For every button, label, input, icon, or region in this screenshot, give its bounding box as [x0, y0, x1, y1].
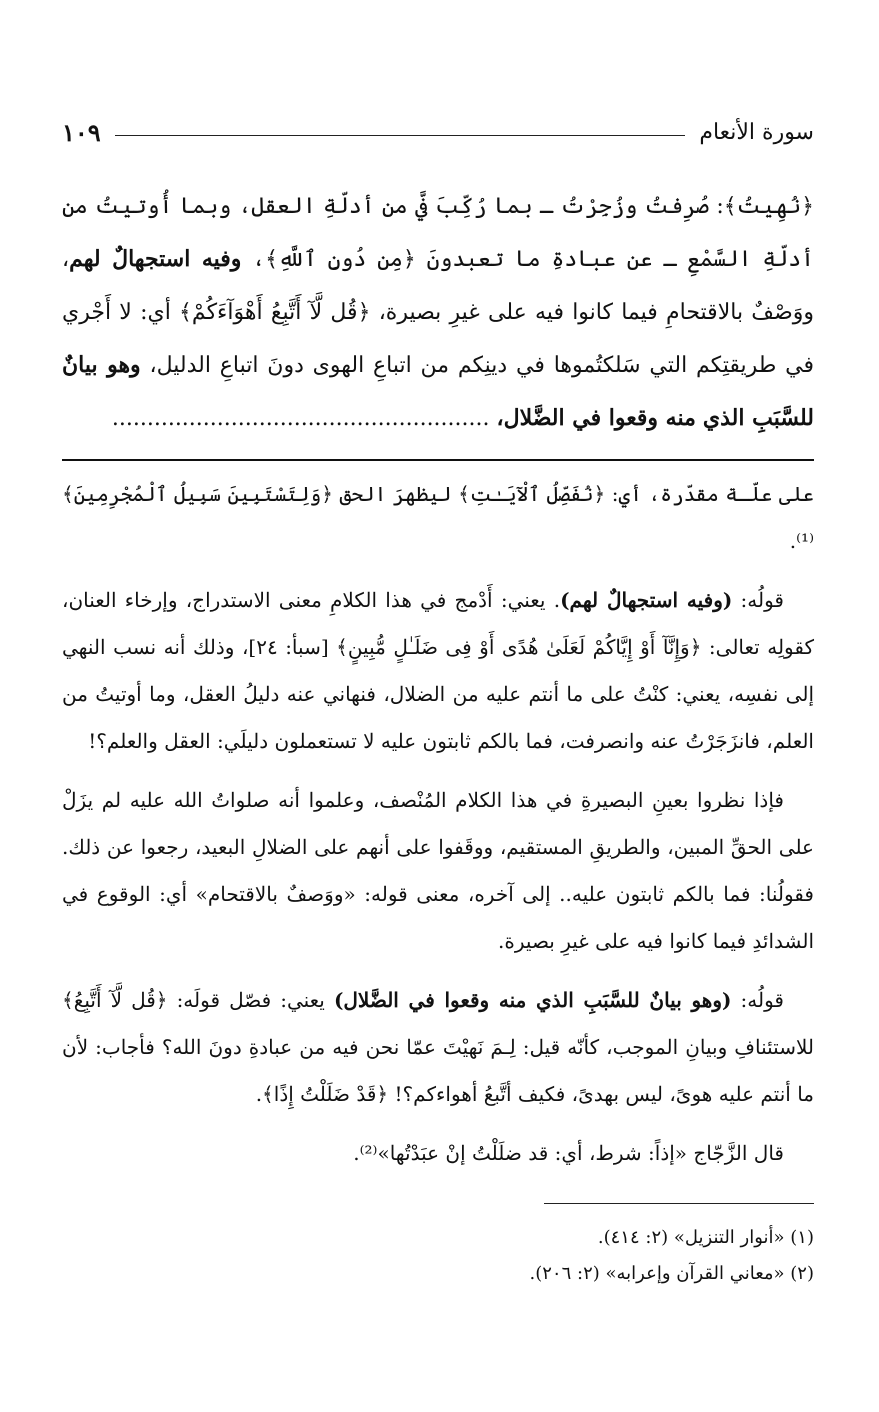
commentary-line-1: [62, 180, 814, 445]
page-header: [62, 112, 814, 152]
page-number: ١٠٩: [62, 117, 101, 147]
gloss-section: [62, 471, 814, 1177]
gloss-paragraph-4: [62, 977, 814, 1118]
footnote-1: (١) «أنوار التنزيل» (٢: ٤١٤).: [597, 1227, 814, 1248]
footnote-divider: [544, 1203, 814, 1204]
surah-title: سورة الأنعام: [699, 119, 814, 145]
commentary-bold-text: وهو بيانٌ للسَّبَبِ الذي: [62, 352, 814, 431]
commentary-bold-text: منه وقعوا في الضَّلال،: [496, 405, 696, 431]
gloss-text: . يعني: أَدْمج في هذا الكلامِ معنى الاستدراج، وإرخاء العنان، كقولِه تعالى: ﴿وَإِنَّآ أَوْ إِيَّاكُمْ لَعَلَىٰ هُدًى أَوْ فِى ضَلَـٰلٍ مُّبِينٍ﴾ [سبأ: ٢٤]، وذلك أنه نسب النهي إلى نفسِه، يعني: كنْتُ على ما أنتم عليه من الضلال، فنهاني عنه دليلُ العقل، وما أوتيتُ من العلم، فانزَجَرْتُ عنه وانصرفت، فما بالكم ثابتون عليه لا تستعملون دليلَي: العقل والعلم؟!: [62, 588, 815, 753]
main-commentary: [62, 180, 814, 445]
gloss-bold-text: (وفيه استجهالٌ لهم): [560, 588, 733, 612]
gloss-text: يعني: فصّل قولَه: ﴿قُل لَّآ أَتَّبِعُ﴾ للاستئنافِ وبيانِ الموجب، كأنّه قيل: لِـمَ نَهيْتَ عمّا نحن فيه من عبادةِ دونَ الله؟ فأجاب: لأن ما أنتم عليه هوىً، ليس بهدىً، فكيف أتَّبعُ أهواءكم؟! ﴿قَدْ ضَلَلْتُ إِذًا﴾.: [62, 988, 814, 1106]
commentary-text: ، ووَصْفٌ بالاقتحامِ: [62, 247, 814, 325]
commentary-dots: ......................................................: [111, 406, 497, 431]
footnotes: [62, 1220, 814, 1292]
section-divider: [62, 459, 814, 461]
gloss-text: قولُه:: [731, 988, 784, 1012]
gloss-paragraph-1: على علّـة مقدّرة، أي: ﴿نُفَصِّلُ ٱلْآيَـٰتِ﴾ ليظهرَ الحق ﴿وَلِتَسْتَبِينَ سَبِيلُ ٱلْمُجْرِمِينَ﴾⁽¹⁾.: [62, 482, 815, 553]
gloss-text: قولُه:: [732, 588, 784, 612]
gloss-bold-text: (وهو بيانٌ للسَّبَبِ الذي منه وقعوا في الضَّلال): [333, 988, 732, 1012]
gloss-paragraph-3: فإذا نظروا بعينِ البصيرةِ في هذا الكلام المُنْصف، وعلموا أنه صلواتُ الله عليه لم يزَلْ على الحقِّ المبين، والطريقِ المستقيم، ووقَفوا على أنهم على الضلالِ البعيد، رجعوا عن ذلك. فقولُنا: فما بالكم ثابتون عليه.. إلى آخره، معنى قوله: «ووَصفٌ بالاقتحام» أي: الوقوع في الشدائدِ فيما كانوا فيه على غيرِ بصيرة.: [62, 788, 814, 953]
gloss-paragraph-5: قال الزَّجّاج «إذاً: شرط، أي: قد ضلَلْتُ إنْ عبَدْتُها»⁽²⁾.: [353, 1141, 784, 1165]
commentary-text: فيما كانوا فيه على غيرِ بصيرة، ﴿قُل لَّآ أَتَّبِعُ أَهْوَآءَكُمْ﴾ أي: لا أَجْري في طريقتِكم: [62, 300, 814, 378]
book-page: [62, 112, 814, 1292]
footnote-2: (٢) «معاني القرآن وإعرابه» (٢: ٢٠٦).: [529, 1263, 814, 1284]
commentary-text: ﴿نُهِيتُ﴾: صُرِفتُ وزُجِرْتُ ـ بما رُكِّبَ فيَّ من أدلّةِ العقل، وبما أُوتيتُ من أدلّةِ: [62, 194, 814, 272]
header-rule: [115, 135, 686, 136]
commentary-text: التي سَلكتُموها في دينِكم من اتباعِ الهوى دونَ اتباعِ الدليل،: [140, 353, 688, 378]
commentary-bold-text: وفيه استجهالٌ لهم: [69, 246, 242, 272]
commentary-text: السَّمْعِ ـ عن عبادةِ ما تعبدونَ ﴿مِن دُونِ ٱللَّهِ﴾،: [241, 247, 752, 272]
gloss-paragraph-2: [62, 577, 814, 765]
